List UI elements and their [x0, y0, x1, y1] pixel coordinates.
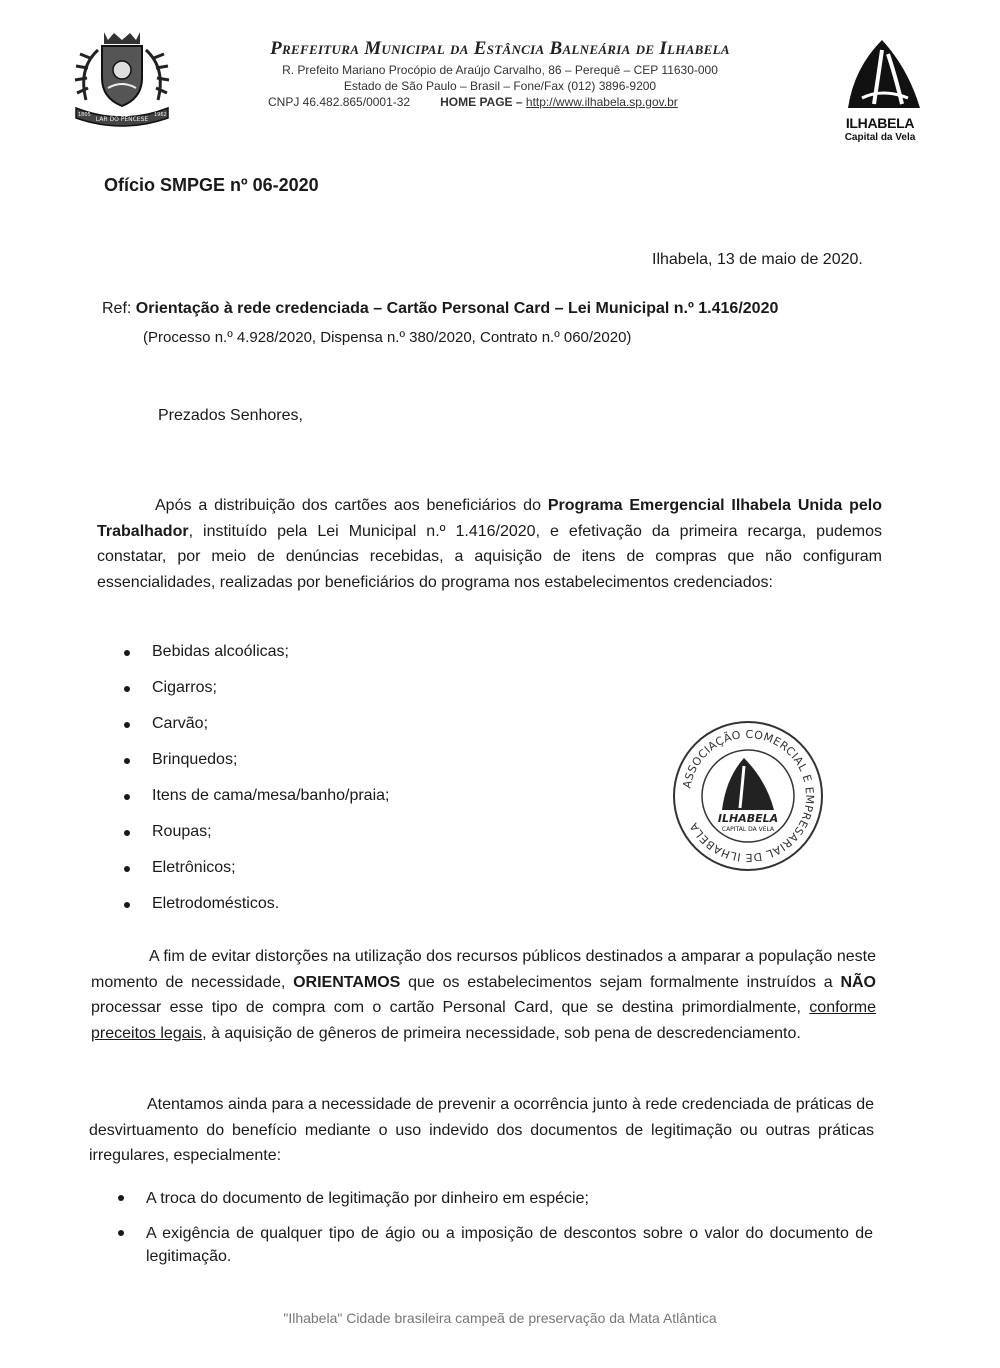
list-item: Eletrodomésticos. — [124, 894, 389, 930]
greeting: Prezados Senhores, — [158, 407, 303, 424]
list-item: Itens de cama/mesa/banho/praia; — [124, 786, 389, 822]
homepage-link[interactable]: http://www.ilhabela.sp.gov.br — [525, 95, 678, 109]
place-date: Ilhabela, 13 de maio de 2020. — [652, 251, 863, 268]
municipality-title: Prefeitura Municipal da Estância Balneária de Ilhabela — [270, 38, 730, 59]
program-name: Programa Emergencial Ilhabela Unida pelo Trabalhador — [97, 497, 883, 540]
reference-details: (Processo n.º 4.928/2020, Dispensa n.º 380/2020, Contrato n.º 060/2020) — [143, 329, 632, 346]
municipality-cnpj-homepage — [268, 95, 678, 109]
paragraph-intro — [97, 493, 882, 595]
cnpj-text: CNPJ 46.482.865/0001-32 — [268, 95, 411, 109]
irregular-practices-list — [118, 1187, 873, 1280]
ref-label: Ref: — [102, 300, 136, 317]
list-item: Bebidas alcoólicas; — [124, 642, 389, 678]
homepage-label: HOME PAGE – — [440, 95, 526, 109]
coat-year-right: 1962 — [154, 112, 167, 118]
p2-text-1: A fim de evitar distorções na utilização dos recursos públicos destinados a amparar a população neste momento de necessidade, — [91, 948, 876, 991]
municipality-state-phone: Estado de São Paulo – Brasil – Fone/Fax (012) 3896-9200 — [343, 79, 657, 93]
reference-line — [102, 300, 778, 318]
paragraph-prevention — [89, 1092, 874, 1169]
list-item: Cigarros; — [124, 678, 389, 714]
document-number: Ofício SMPGE nº 06-2020 — [104, 175, 319, 195]
logo-name: ILHABELA — [845, 115, 915, 131]
list-item: Brinquedos; — [124, 750, 389, 786]
p2-underlined: conforme preceitos legais — [91, 999, 876, 1042]
list-item: A exigência de qualquer tipo de ágio ou a imposição de descontos sobre o valor do documento de legitimação. — [118, 1222, 873, 1268]
list-item: A troca do documento de legitimação por dinheiro em espécie; — [118, 1187, 873, 1210]
coat-year-left: 1805 — [78, 112, 91, 118]
list-item: Roupas; — [124, 822, 389, 858]
logo-tagline: Capital da Vela — [844, 132, 916, 143]
footer-slogan: "Ilhabela" Cidade brasileira campeã de preservação da Mata Atlântica — [283, 1310, 717, 1326]
association-stamp — [670, 718, 826, 874]
list-item: Eletrônicos; — [124, 858, 389, 894]
paragraph-orientation — [91, 944, 876, 1046]
ref-subject: Orientação à rede credenciada – Cartão Personal Card – Lei Municipal n.º 1.416/2020 — [135, 300, 779, 317]
stamp-center-tagline: CAPITAL DA VELA — [721, 826, 775, 833]
stamp-ring-text: ASSOCIAÇÃO COMERCIAL E EMPRESARIAL DE ILHABELA — [680, 727, 817, 865]
stamp-center-name: ILHABELA — [717, 812, 779, 825]
p1-text-end: , instituído pela Lei Municipal n.º 1.416/2020, e efetivação da primeira recarga, pudemos constatar, por meio de denúncias recebidas, a aquisição de itens de compras que não configuram essencialidades, realizadas por beneficiários do programa nos estabelecimentos credenciados: — [97, 522, 882, 591]
municipality-address: R. Prefeito Mariano Procópio de Araújo Carvalho, 86 – Perequê – CEP 11630-000 — [282, 63, 718, 77]
p2-text-4: , à aquisição de gêneros de primeira necessidade, sob pena de descredenciamento. — [202, 1024, 801, 1042]
coat-ribbon-text: LAR DO PENCESE — [95, 116, 149, 123]
p2-bold-orientamos: ORIENTAMOS — [293, 973, 401, 991]
list-item: Carvão; — [124, 714, 389, 750]
prohibited-items-list — [124, 642, 389, 930]
p2-bold-nao: NÃO — [840, 973, 876, 991]
p2-text-2: que os estabelecimentos sejam formalmente instruídos a — [400, 973, 841, 991]
p1-text-start: Após a distribuição dos cartões aos beneficiários do — [155, 497, 548, 514]
p2-text-3: processar esse tipo de compra com o cartão Personal Card, que se destina primordialmente, — [91, 999, 810, 1016]
p3-text: Atentamos ainda para a necessidade de prevenir a ocorrência junto à rede credenciada de práticas de desvirtuamento do benefício mediante o uso indevido dos documentos de legitimação ou outras práticas irregulares, especialmente: — [89, 1096, 874, 1164]
